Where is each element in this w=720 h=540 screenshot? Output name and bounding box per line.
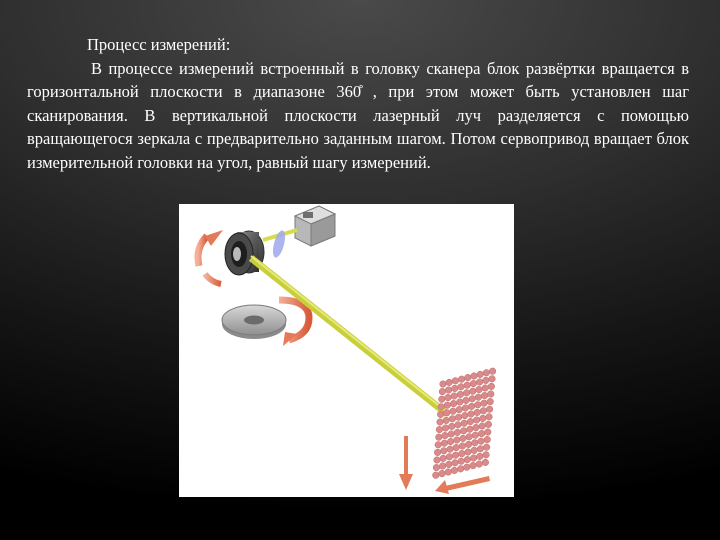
scan-point [477, 371, 484, 378]
scan-point [458, 384, 465, 391]
scan-point [475, 402, 482, 409]
scan-point [470, 388, 477, 395]
scan-point [461, 420, 468, 427]
scan-point [464, 456, 471, 463]
scan-point [439, 396, 446, 403]
scan-point [446, 461, 453, 468]
laser-source [295, 206, 335, 246]
scan-point [476, 379, 483, 386]
scan-point [473, 417, 480, 424]
scan-point [447, 446, 454, 453]
scan-point [436, 426, 443, 433]
scan-point [452, 452, 459, 459]
scan-point [471, 373, 478, 380]
scan-point [485, 421, 492, 428]
slide-heading: Процесс измерений: [87, 35, 231, 54]
scan-direction-left-arrow [435, 476, 490, 494]
scan-point [483, 377, 490, 384]
scan-point [451, 467, 458, 474]
scan-point [462, 412, 469, 419]
scan-point [465, 441, 472, 448]
scan-point [488, 383, 495, 390]
scan-point [484, 436, 491, 443]
scan-point [445, 387, 452, 394]
scan-point [447, 438, 454, 445]
scan-point [437, 411, 444, 418]
scan-point [450, 400, 457, 407]
scan-point [473, 424, 480, 431]
scan-point [465, 374, 472, 381]
scan-point [434, 457, 441, 464]
vertical-rotation-arrowhead [205, 230, 223, 246]
scan-point [481, 400, 488, 407]
scan-point [474, 409, 481, 416]
scan-point [458, 376, 465, 383]
scan-point [452, 385, 459, 392]
scan-point-grid [433, 368, 496, 479]
scan-point [457, 466, 464, 473]
scan-point [481, 392, 488, 399]
scan-point [465, 449, 472, 456]
scan-point [442, 432, 449, 439]
scan-point [452, 460, 459, 467]
scan-point [464, 464, 471, 471]
scan-point [467, 418, 474, 425]
scan-point [476, 461, 483, 468]
scan-point [488, 391, 495, 398]
scan-point [472, 432, 479, 439]
scan-point [464, 382, 471, 389]
scan-point [445, 394, 452, 401]
scan-point [486, 406, 493, 413]
scan-point [441, 448, 448, 455]
slide-text [27, 33, 689, 174]
scanner-diagram [179, 204, 514, 497]
scan-point [472, 440, 479, 447]
scan-point [435, 442, 442, 449]
scan-point [467, 426, 474, 433]
scan-point [468, 403, 475, 410]
scan-point [475, 394, 482, 401]
scan-point [437, 419, 444, 426]
scan-point [479, 423, 486, 430]
scan-point [446, 454, 453, 461]
scan-point [446, 379, 453, 386]
scan-point [442, 425, 449, 432]
scan-point [444, 410, 451, 417]
scan-point [456, 406, 463, 413]
scan-point [483, 452, 490, 459]
scan-point [478, 430, 485, 437]
scan-point [453, 444, 460, 451]
scan-point [434, 449, 441, 456]
scan-point [452, 378, 459, 385]
vertical-rotation-arrow-bottom [205, 274, 221, 284]
scan-point [449, 423, 456, 430]
scan-point [438, 404, 445, 411]
scan-point [459, 450, 466, 457]
scan-point [489, 368, 496, 375]
scan-point [450, 408, 457, 415]
scan-point [433, 464, 440, 471]
scan-point [448, 431, 455, 438]
scan-point [457, 391, 464, 398]
scan-point [482, 459, 489, 466]
scan-direction-down-arrow [399, 436, 413, 490]
scan-point [466, 434, 473, 441]
scan-point [470, 380, 477, 387]
scan-point [486, 414, 493, 421]
horizontal-rotation-disc-icon [222, 305, 286, 339]
scan-point [463, 390, 470, 397]
scan-point [460, 435, 467, 442]
scan-point [477, 453, 484, 460]
scan-point [433, 472, 440, 479]
scan-point [487, 398, 494, 405]
scan-point [436, 434, 443, 441]
scan-point [470, 455, 477, 462]
scan-point [440, 381, 447, 388]
scan-point [480, 408, 487, 415]
scan-point [470, 462, 477, 469]
scan-point [489, 376, 496, 383]
scan-point [485, 429, 492, 436]
scanner-diagram-svg [179, 204, 514, 497]
scan-point [468, 411, 475, 418]
scan-point [482, 385, 489, 392]
slide-paragraph: В процессе измерений встроенный в головку сканера блок развёртки вращается в горизонтальной плоскости в диапазоне 360̊ , при этом может быть установлен шаг сканирования. В вертикальной плоскости лазерный луч разделяется с помощью вращающегося зеркала с предварительно заданным шагом. Потом сервопривод вращает блок измерительной головки на угол, равный шагу измерений. [27, 58, 689, 172]
scan-point [459, 443, 466, 450]
scan-point [469, 396, 476, 403]
scan-point [443, 417, 450, 424]
scan-point [445, 469, 452, 476]
scan-point [444, 402, 451, 409]
scan-point [439, 463, 446, 470]
scan-point [439, 470, 446, 477]
scan-point [451, 393, 458, 400]
scan-point [462, 405, 469, 412]
scan-point [483, 370, 490, 377]
scan-point [457, 399, 464, 406]
scan-point [441, 440, 448, 447]
scan-point [440, 455, 447, 462]
scan-point [455, 422, 462, 429]
scan-point [439, 388, 446, 395]
scan-point [454, 429, 461, 436]
scan-point [477, 446, 484, 453]
scan-point [471, 447, 478, 454]
scan-point [480, 415, 487, 422]
scan-point [460, 428, 467, 435]
laser-beam [251, 258, 447, 414]
scan-point [478, 438, 485, 445]
scan-point [476, 386, 483, 393]
scan-point [463, 397, 470, 404]
vertical-rotation-arrow-top [198, 236, 207, 266]
scan-point [458, 458, 465, 465]
scan-point [483, 444, 490, 451]
rotating-mirror-icon [225, 231, 264, 275]
scan-point [454, 437, 461, 444]
scan-point [449, 416, 456, 423]
scan-point [455, 414, 462, 421]
